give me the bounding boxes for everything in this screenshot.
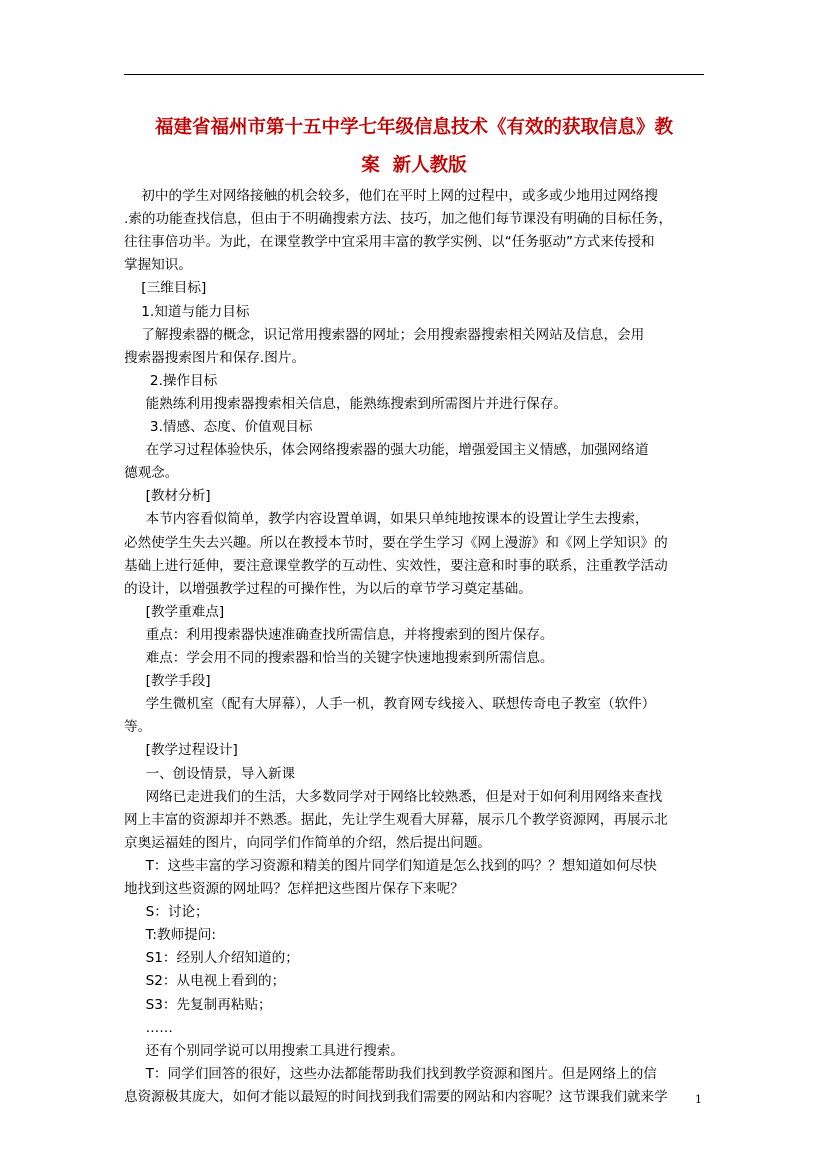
body-line: 2.操作目标: [124, 372, 218, 389]
body-line: [三维目标]: [124, 280, 207, 297]
body-line: 1.知道与能力目标: [124, 303, 250, 320]
body-line: 德观念。: [124, 465, 179, 482]
body-line: 一、创设情景，导入新课: [124, 765, 296, 782]
body-line: S2：从电视上看到的；: [124, 973, 286, 990]
body-line: S3：先复制再粘贴；: [124, 996, 272, 1013]
body-line: T：同学们回答的很好，这些办法都能帮助我们找到教学资源和图片。但是网络上的信: [124, 1065, 657, 1082]
body-line: 的设计，以增强教学过程的可操作性，为以后的章节学习奠定基础。: [124, 580, 532, 597]
body-line: S1：经别人介绍知道的；: [124, 950, 299, 967]
document-title-line-2: 案 新人教版: [361, 155, 467, 176]
body-line: 网上丰富的资源却并不熟悉。据此，先让学生观看大屏幕，展示几个教学资源网，再展示北: [124, 811, 668, 828]
body-line: 学生微机室（配有大屏幕），人手一机，教育网专线接入、联想传奇电子教室（软件）: [124, 696, 656, 713]
body-line: T:教师提问:: [124, 927, 216, 944]
body-line: 初中的学生对网络接触的机会较多，他们在平时上网的过程中，或多或少地用过网络搜: [124, 188, 658, 204]
header-rule: [124, 74, 704, 75]
body-line: [教学手段]: [124, 673, 211, 690]
body-line: .索的功能查找信息，但由于不明确搜索方法、技巧，加之他们每节课没有明确的目标任务，: [124, 211, 673, 228]
body-line: 掌握知识。: [124, 257, 192, 274]
body-line: 能熟练利用搜索器搜索相关信息，能熟练搜索到所需图片并进行保存。: [124, 395, 568, 412]
body-line: [教学重难点]: [124, 603, 225, 620]
body-line: 网络已走进我们的生活，大多数同学对于网络比较熟悉，但是对于如何利用网络来查找: [124, 788, 663, 805]
body-line: 地找到这些资源的网址吗？怎样把这些图片保存下来呢？: [124, 881, 464, 897]
body-line: 还有个别同学说可以用搜索工具进行搜索。: [124, 1042, 404, 1059]
body-line: 3.情感、态度、价值观目标: [124, 419, 313, 435]
body-line: 在学习过程体验快乐，体会网络搜索器的强大功能，增强爱国主义情感，加强网络道: [124, 442, 649, 459]
document-title-line-1: 福建省福州市第十五中学七年级信息技术《有效的获取信息》教: [154, 117, 673, 138]
body-line: 息资源极其庞大，如何才能以最短的时间找到我们需要的网站和内容呢？这节课我们就来学: [124, 1088, 668, 1105]
body-line: [教学过程设计]: [124, 742, 238, 759]
body-line: 往往事倍功半。为此，在课堂教学中宜采用丰富的教学实例、以“任务驱动”方式来传授和: [124, 234, 655, 251]
body-line: ……: [124, 1019, 173, 1036]
body-line: 重点：利用搜索器快速准确查找所需信息，并将搜索到的图片保存。: [124, 626, 554, 643]
body-line: 本节内容看似简单，教学内容设置单调，如果只单纯地按课本的设置让学生去搜索，: [124, 511, 649, 528]
body-line: 搜索器搜索图片和保存.图片。: [124, 349, 306, 366]
body-line: 难点：学会用不同的搜索器和恰当的关键字快速地搜索到所需信息。: [124, 650, 554, 666]
body-line: S：讨论；: [124, 904, 209, 921]
body-line: 等。: [124, 719, 152, 736]
body-line: T：这些丰富的学习资源和精美的图片同学们知道是怎么找到的吗？？想知道如何尽快: [124, 857, 657, 874]
page-number: 1: [695, 1093, 702, 1106]
body-line: 了解搜索器的概念，识记常用搜索器的网址；会用搜索器搜索相关网站及信息，会用: [124, 326, 645, 343]
body-line: [教材分析]: [124, 488, 211, 505]
body-line: 必然使学生失去兴趣。所以在教授本节时，要在学生学习《网上漫游》和《网上学知识》的: [124, 534, 668, 551]
body-line: 京奥运福娃的图片，向同学们作简单的介绍，然后提出问题。: [124, 834, 492, 851]
body-line: 基础上进行延伸，要注意课堂教学的互动性、实效性，要注意和时事的联系，注重教学活动: [124, 557, 668, 574]
